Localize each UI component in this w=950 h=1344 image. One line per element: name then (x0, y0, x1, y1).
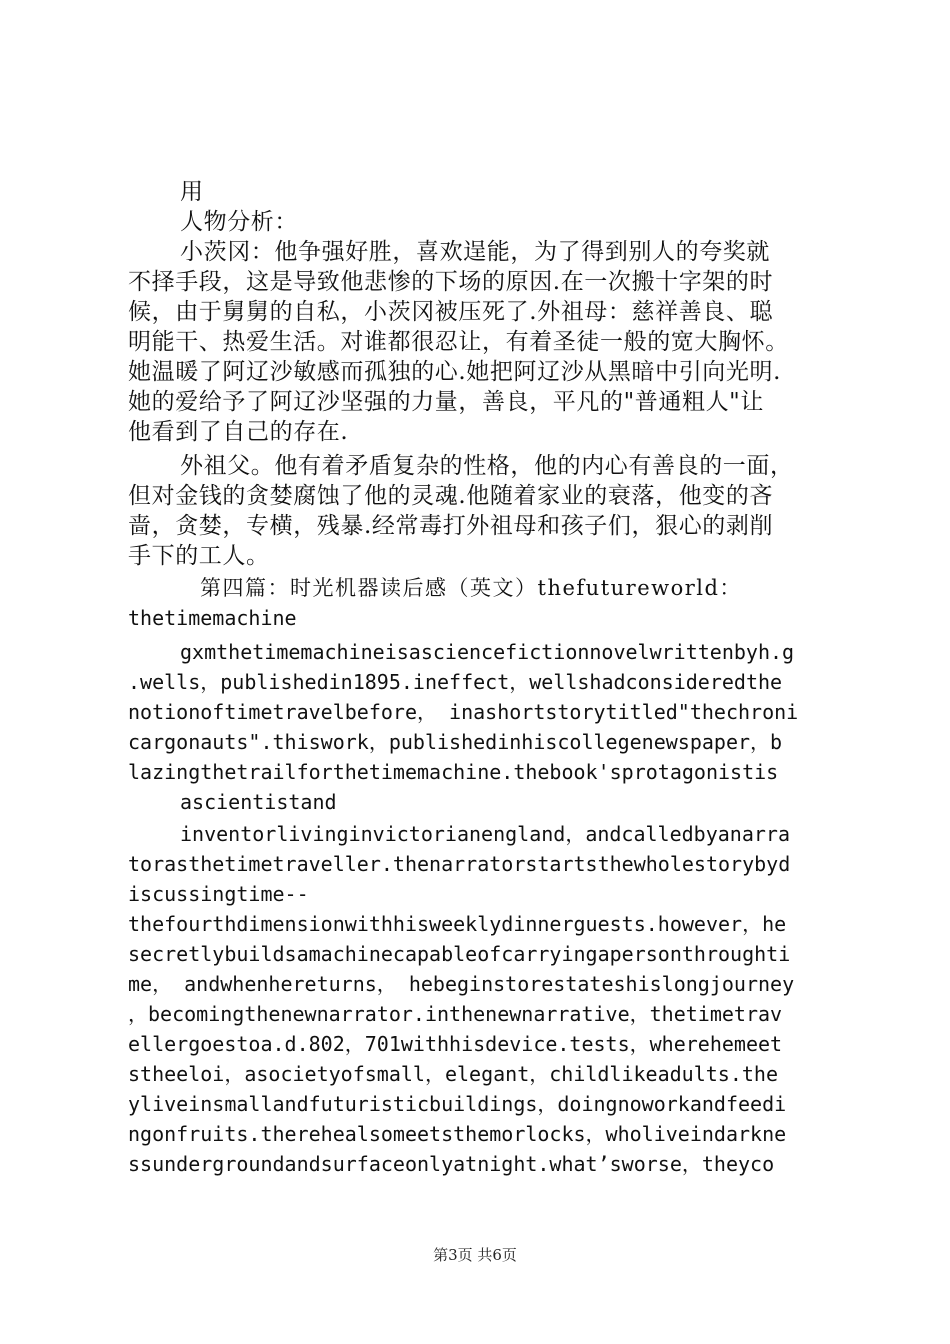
paragraph-line: 她温暖了阿辽沙敏感而孤独的心.她把阿辽沙从黑暗中引向光明. (128, 359, 782, 385)
paragraph-line: ，becomingthenewnarrator.inthenewnarrative，thetimetrav (128, 1002, 783, 1026)
paragraph-line: iscussingtime-- (128, 882, 309, 906)
paragraph-line: yliveinsmallandfuturisticbuildings，doingnoworkandfeedi (128, 1092, 787, 1116)
paragraph-line: torasthetimetraveller.thenarratorstartsthewholestorybyd (128, 852, 791, 876)
paragraph-line: lazingthetrailforthetimemachine.thebook'sprotagonistis (128, 760, 779, 784)
paragraph-line: .wells，publishedin1895.ineffect，wellshadconsideredthe (128, 670, 783, 694)
paragraph-line: cargonauts".thiswork，publishedinhiscollegenewspaper，b (128, 730, 783, 754)
paragraph-line: 他看到了自己的存在. (128, 419, 349, 445)
paragraph-line: ellergoestoa.d.802，701withhisdevice.tests，wherehemeet (128, 1032, 783, 1056)
paragraph-line: 小茨冈：他争强好胜，喜欢逞能，为了得到别人的夸奖就 (180, 239, 770, 265)
paragraph-line: thefourthdimensionwithhisweeklydinnerguests.however，he (128, 912, 787, 936)
paragraph-line: gxmthetimemachineisasciencefictionnovelwrittenbyh.g (180, 640, 795, 664)
paragraph-line: 用 (180, 179, 204, 205)
paragraph-line: 候，由于舅舅的自私，小茨冈被压死了.外祖母：慈祥善良、聪 (128, 299, 774, 325)
paragraph-line: 啬，贪婪，专横，残暴.经常毒打外祖母和孩子们，狠心的剥削 (128, 513, 774, 539)
paragraph-line: notionoftimetravelbefore， inashortstorytitled"thechroni (128, 700, 799, 724)
paragraph-line: stheeloi，asocietyofsmall，elegant，childlikeadults.the (128, 1062, 779, 1086)
page-number-footer: 第3页 共6页 (433, 1246, 517, 1264)
paragraph-line: secretlybuildsamachinecapableofcarryingapersonthroughti (128, 942, 791, 966)
paragraph-line: ascientistand (180, 790, 337, 814)
paragraph-line: me， andwhenhereturns， hebeginstorestateshislongjourney (128, 972, 795, 996)
paragraph-line: inventorlivinginvictorianengland，andcalledbyanarra (180, 822, 791, 846)
section-heading: 人物分析： (180, 209, 298, 235)
chapter-title: 第四篇：时光机器读后感（英文）thefutureworld： (200, 576, 742, 600)
paragraph-line: 外祖父。他有着矛盾复杂的性格，他的内心有善良的一面， (180, 453, 794, 479)
chapter-title-continued: thetimemachine (128, 606, 297, 630)
paragraph-line: ssundergroundandsurfaceonlyatnight.what’sworse，theyco (128, 1152, 775, 1176)
paragraph-line: 明能干、热爱生活。对谁都很忍让，有着圣徒一般的宽大胸怀。 (128, 329, 789, 355)
paragraph-line: ngonfruits.therehealsomeetsthemorlocks，wholiveindarkne (128, 1122, 787, 1146)
paragraph-line: 但对金钱的贪婪腐蚀了他的灵魂.他随着家业的衰落，他变的吝 (128, 483, 774, 509)
paragraph-line: 她的爱给予了阿辽沙坚强的力量，善良，平凡的"普通粗人"让 (128, 389, 764, 415)
paragraph-line: 不择手段，这是导致他悲惨的下场的原因.在一次搬十字架的时 (128, 269, 774, 295)
paragraph-line: 手下的工人。 (128, 543, 270, 569)
